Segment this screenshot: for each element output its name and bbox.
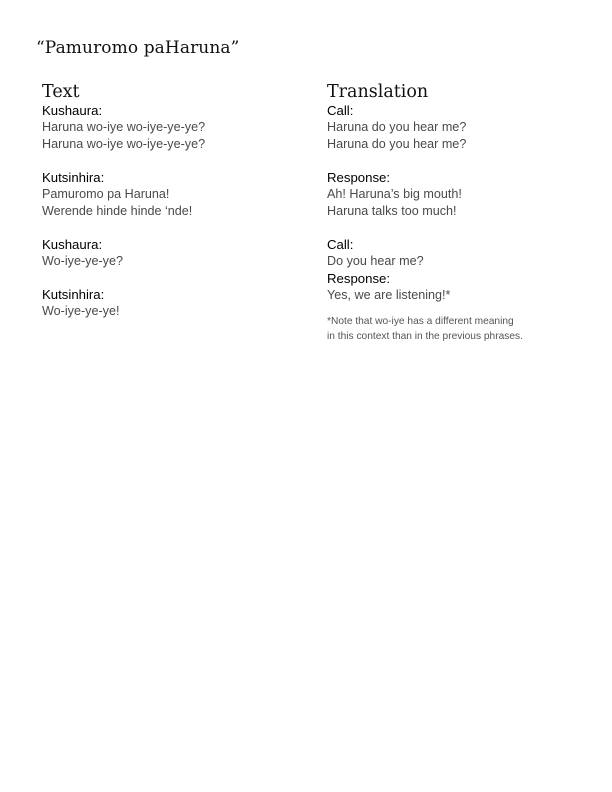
translation-column-heading: Translation: [327, 82, 429, 102]
footnote: [327, 314, 577, 344]
translation-section-response-1: [327, 169, 577, 220]
section-label: Response:: [327, 170, 391, 185]
lyric-line: Pamuromo pa Haruna!: [42, 187, 170, 201]
translation-line: Yes, we are listening!*: [327, 288, 451, 302]
translation-line: Ah! Haruna’s big mouth!: [327, 187, 462, 201]
text-section-kutsinhira-1: [42, 169, 282, 220]
section-label: Kutsinhira:: [42, 287, 105, 302]
translation-section-call-2: [327, 236, 577, 270]
footnote-line: in this context than in the previous phrases.: [327, 331, 523, 342]
text-section-kutsinhira-2: [42, 286, 282, 320]
lyric-line: Haruna wo-iye wo-iye-ye-ye?: [42, 137, 206, 151]
lyric-line: Haruna wo-iye wo-iye-ye-ye?: [42, 120, 206, 134]
section-label: Call:: [327, 237, 354, 252]
section-label: Kutsinhira:: [42, 170, 105, 185]
text-column: [42, 82, 282, 320]
section-label: Call:: [327, 103, 354, 118]
translation-line: Haruna do you hear me?: [327, 120, 467, 134]
text-section-kushaura-1: [42, 102, 282, 153]
lyric-line: Werende hinde hinde ‘nde!: [42, 204, 193, 218]
text-section-kushaura-2: [42, 236, 282, 270]
translation-line: Do you hear me?: [327, 254, 424, 268]
translation-section-call-1: [327, 102, 577, 153]
translation-section-response-2: [327, 270, 577, 304]
translation-line: Haruna talks too much!: [327, 204, 457, 218]
lyric-line: Wo-iye-ye-ye?: [42, 254, 123, 268]
translation-column: [327, 82, 577, 344]
footnote-line: *Note that wo-iye has a different meaning: [327, 316, 514, 327]
text-column-heading: Text: [42, 82, 80, 102]
translation-line: Haruna do you hear me?: [327, 137, 467, 151]
section-label: Response:: [327, 271, 391, 286]
section-label: Kushaura:: [42, 103, 103, 118]
section-label: Kushaura:: [42, 237, 103, 252]
lyric-line: Wo-iye-ye-ye!: [42, 304, 120, 318]
page-title: “Pamuromo paHaruna”: [36, 38, 240, 58]
